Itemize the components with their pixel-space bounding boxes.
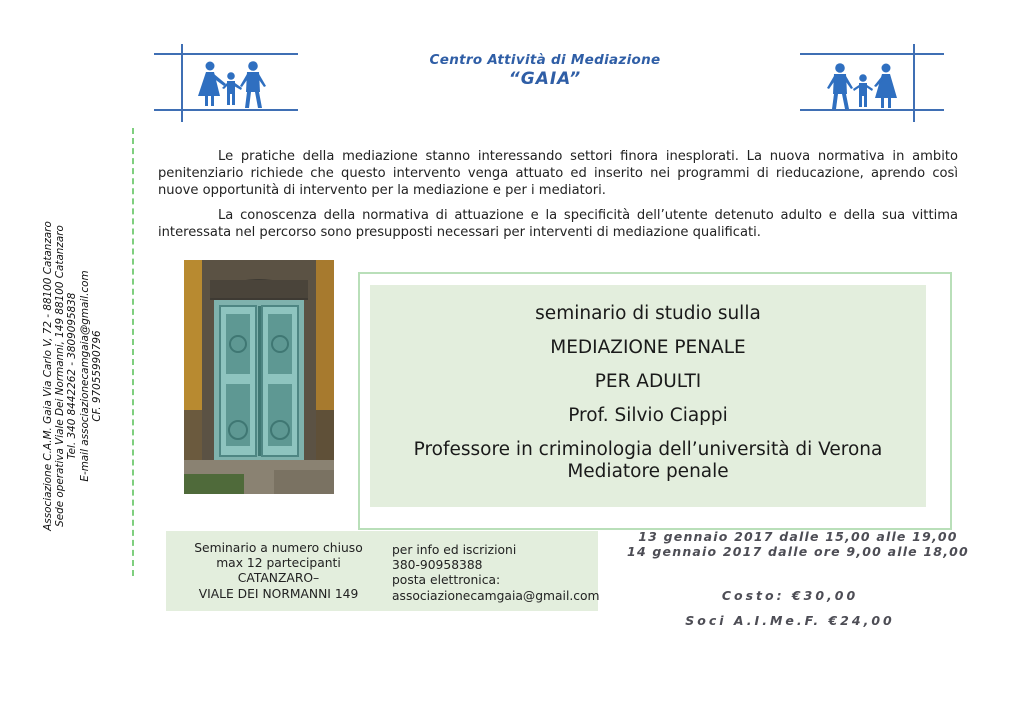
contact-phone: 380-90958388 <box>392 558 483 573</box>
family-logo-icon <box>796 44 946 122</box>
address-line: Associazione C.A.M. Gaia Via Carlo V, 72 - 88100 Catanzaro <box>42 221 54 531</box>
intro-paragraph: La conoscenza della normativa di attuazione e la specificità dell’utente detenuto adulto e della sua vittima interessata nel percorso sono presupposti necessari per interventi di mediazione qualificati. <box>158 208 958 240</box>
door-image <box>184 260 334 494</box>
intro-text <box>158 148 958 249</box>
org-title <box>380 52 710 89</box>
venue-line: CATANZARO– <box>237 571 320 586</box>
address-line: CF. 97055990796 <box>90 330 103 422</box>
seminar-title: MEDIAZIONE PENALE <box>550 337 746 358</box>
schedule <box>608 529 988 559</box>
logo-left <box>152 44 302 122</box>
org-short-name: “GAIA” <box>508 69 582 89</box>
address-line: E-mail associazionecamgaia@gmail.com <box>78 270 91 482</box>
door-photo <box>184 260 334 494</box>
venue-line: max 12 partecipanti <box>216 556 341 571</box>
logo-right <box>796 44 946 122</box>
seminar-heading: seminario di studio sulla <box>535 303 761 324</box>
address-line: Tel. 340 8442262 - 3809095838 <box>66 292 79 460</box>
speaker-role-2: Mediatore penale <box>567 461 729 482</box>
org-name: Centro Attività di Mediazione <box>429 52 661 68</box>
address-line: Sede operativa Viale Dei Normanni, 149 88100 Catanzaro <box>54 225 67 527</box>
contact-line: posta elettronica: <box>392 573 501 588</box>
contact-info <box>392 543 600 604</box>
contact-line: per info ed iscrizioni <box>392 543 517 557</box>
venue-info <box>176 541 381 602</box>
intro-paragraph: Le pratiche della mediazione stanno interessando settori finora inesplorati. La nuova normativa in ambito penitenziario richiede che questo intervento venga attuato ed inserito nei programmi di rieducazione, aprendo così nuove opportunità di intervento per la mediazione e per i mediatori. <box>158 149 958 198</box>
member-cost-label: Soci A.I.Me.F. €24,00 <box>685 613 895 628</box>
speaker-role: Professore in criminologia dell’università di Verona <box>413 439 883 460</box>
schedule-date-1: 13 gennaio 2017 dalle 15,00 alle 19,00 <box>638 529 958 544</box>
venue-line: Seminario a numero chiuso <box>194 541 363 555</box>
speaker-name: Prof. Silvio Ciappi <box>568 405 728 426</box>
schedule-date-2: 14 gennaio 2017 dalle ore 9,00 alle 18,00 <box>627 544 969 559</box>
contact-email: associazionecamgaia@gmail.com <box>392 588 600 603</box>
cost-label: Costo: €30,00 <box>721 588 859 603</box>
family-logo-icon <box>152 44 302 122</box>
dashed-divider <box>132 128 134 576</box>
info-box <box>166 531 598 611</box>
association-address <box>42 216 114 536</box>
seminar-subtitle: PER ADULTI <box>594 371 702 392</box>
venue-line: VIALE DEI NORMANNI 149 <box>198 586 359 601</box>
seminar-panel <box>370 285 926 507</box>
